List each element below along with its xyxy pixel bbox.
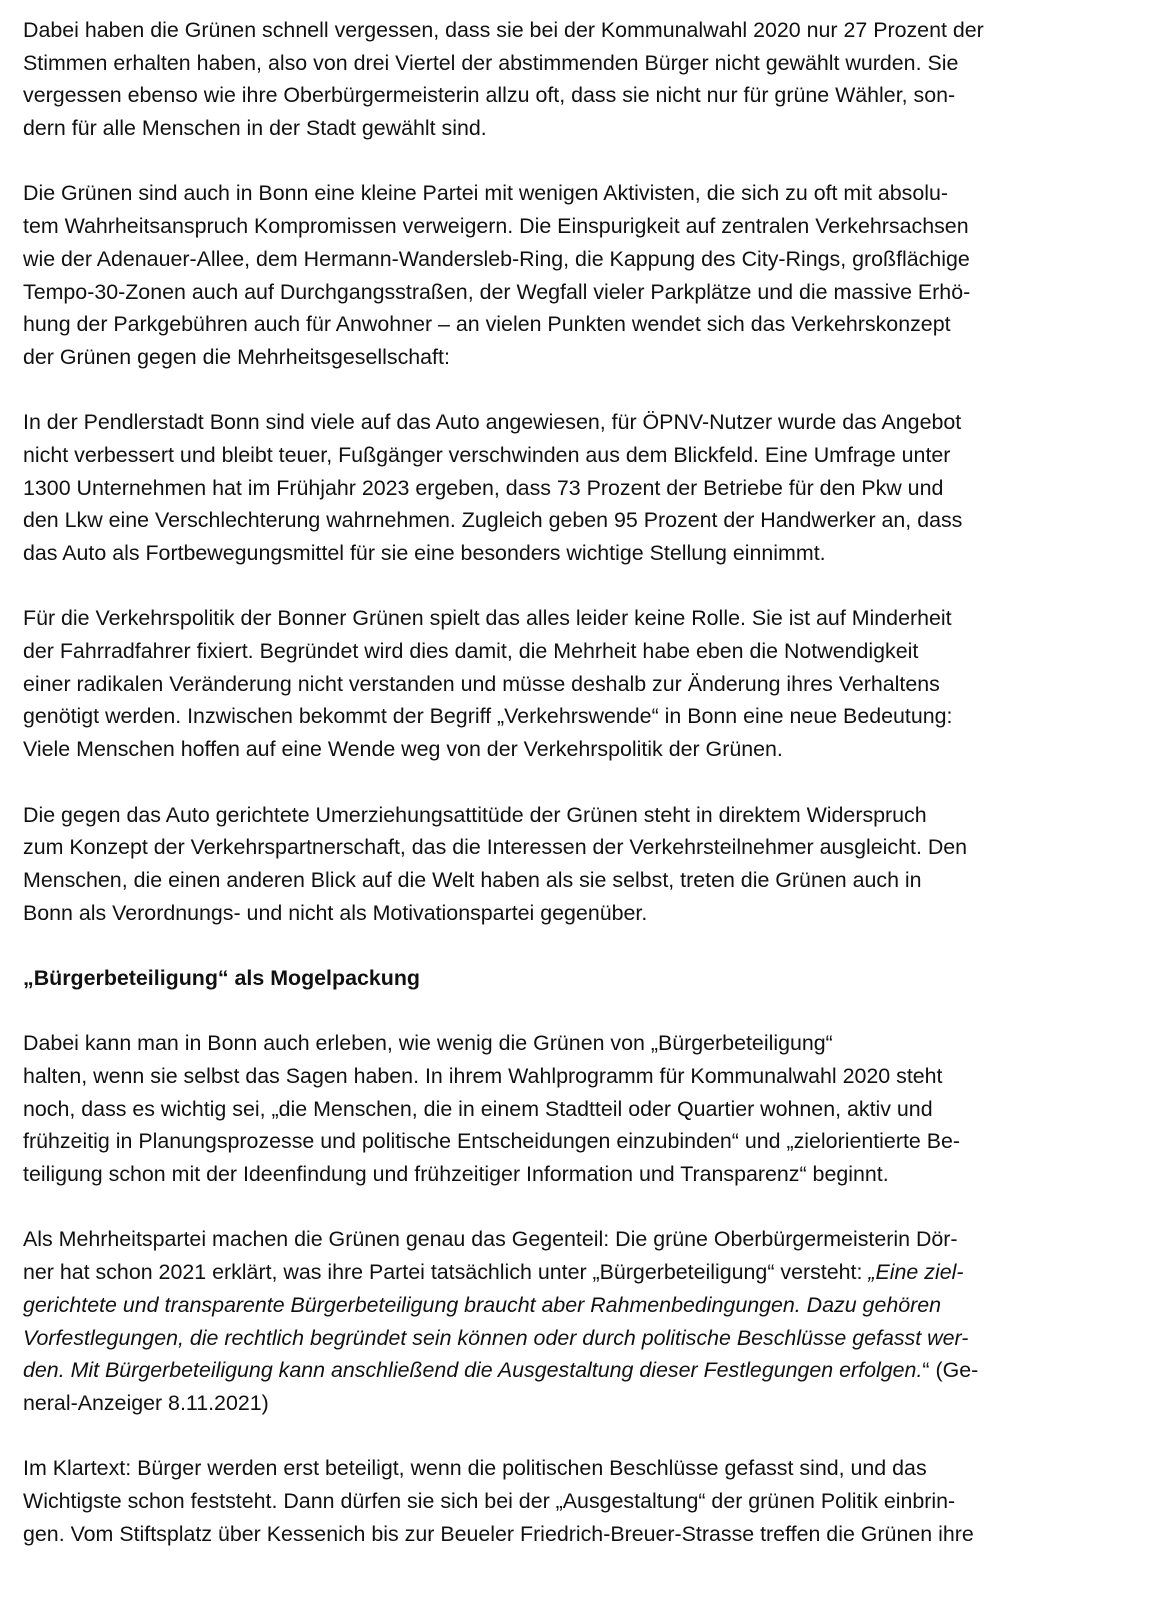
text-line: den Lkw eine Verschlechterung wahrnehmen. Zugleich geben 95 Prozent der Handwerker an, dass <box>23 508 963 533</box>
text-segment: “ (Ge- <box>922 1358 979 1383</box>
quote-text: gerichtete und transparente Bürgerbeteiligung braucht aber Rahmenbedingungen. Dazu gehören <box>23 1292 942 1317</box>
text-line: tem Wahrheitsanspruch Kompromissen verweigern. Die Einspurigkeit auf zentralen Verkehrsachsen <box>23 214 969 239</box>
text-line: Menschen, die einen anderen Blick auf die Welt haben als sie selbst, treten die Grünen auch in <box>23 867 922 892</box>
text-line: zum Konzept der Verkehrspartnerschaft, das die Interessen der Verkehrsteilnehmer ausgleicht. Den <box>23 835 968 860</box>
paragraph-4 <box>23 602 1114 765</box>
text-line: der Fahrradfahrer fixiert. Begründet wird dies damit, die Mehrheit habe eben die Notwendigkeit <box>23 639 919 664</box>
text-segment: ner hat schon 2021 erklärt, was ihre Partei tatsächlich unter „Bürgerbeteiligung“ versteht: <box>23 1260 869 1285</box>
text-line: hung der Parkgebühren auch für Anwohner – an vielen Punkten wendet sich das Verkehrskonzept <box>23 312 951 337</box>
text-line: 1300 Unternehmen hat im Frühjahr 2023 ergeben, dass 73 Prozent der Betriebe für den Pkw und <box>23 475 944 500</box>
paragraph-5 <box>23 799 1114 930</box>
paragraph-8 <box>23 1452 1114 1550</box>
paragraph-1 <box>23 14 1114 145</box>
text-line: genötigt werden. Inzwischen bekommt der Begriff „Verkehrswende“ in Bonn eine neue Bedeutung: <box>23 704 953 729</box>
text-line: Die gegen das Auto gerichtete Umerziehungsattitüde der Grünen steht in direktem Widerspruch <box>23 802 927 827</box>
quote-text: „Eine ziel- <box>868 1260 964 1285</box>
text-line: Dabei kann man in Bonn auch erleben, wie wenig die Grünen von „Bürgerbeteiligung“ <box>23 1031 833 1056</box>
quote-text: Vorfestlegungen, die rechtlich begründet sein können oder durch politische Beschlüsse gefasst wer- <box>23 1325 969 1350</box>
text-line: das Auto als Fortbewegungsmittel für sie eine besonders wichtige Stellung einnimmt. <box>23 541 826 565</box>
text-line: Im Klartext: Bürger werden erst beteiligt, wenn die politischen Beschlüsse gefasst sind, und das <box>23 1456 927 1481</box>
text-line: Dabei haben die Grünen schnell vergessen, dass sie bei der Kommunalwahl 2020 nur 27 Prozent der <box>23 18 984 42</box>
text-line: noch, dass es wichtig sei, „die Menschen, die in einem Stadtteil oder Quartier wohnen, aktiv und <box>23 1096 933 1121</box>
text-line: Als Mehrheitspartei machen die Grünen genau das Gegenteil: Die grüne Oberbürgermeisterin Dör- <box>23 1227 958 1252</box>
text-line: frühzeitig in Planungsprozesse und politische Entscheidungen einzubinden“ und „zielorientierte Be- <box>23 1129 961 1154</box>
text-line: gen. Vom Stiftsplatz über Kessenich bis zur Beueler Friedrich-Breuer-Strasse treffen die Grünen ihre <box>23 1521 974 1546</box>
text-line: nicht verbessert und bleibt teuer, Fußgänger verschwinden aus dem Blickfeld. Eine Umfrage unter <box>23 442 951 467</box>
text-line: Bonn als Verordnungs- und nicht als Motivationspartei gegenüber. <box>23 900 648 925</box>
paragraph-quote <box>23 1223 1114 1419</box>
text-line: Wichtigste schon feststeht. Dann dürfen sie sich bei der „Ausgestaltung“ der grünen Politik einbrin- <box>23 1488 956 1513</box>
section-heading-text: „Bürgerbeteiligung“ als Mogelpackung <box>23 965 420 990</box>
section-heading <box>23 962 1114 995</box>
text-line: teiligung schon mit der Ideenfindung und frühzeitiger Information und Transparenz“ beginnt. <box>23 1162 889 1187</box>
text-line: einer radikalen Veränderung nicht verstanden und müsse deshalb zur Änderung ihres Verhaltens <box>23 671 940 696</box>
text-line: der Grünen gegen die Mehrheitsgesellschaft: <box>23 344 450 369</box>
text-line <box>23 1256 1114 1289</box>
text-line <box>23 1354 1114 1387</box>
paragraph-2 <box>23 177 1114 373</box>
text-line: Viele Menschen hoffen auf eine Wende weg von der Verkehrspolitik der Grünen. <box>23 737 783 762</box>
text-line: neral-Anzeiger 8.11.2021) <box>23 1390 269 1415</box>
text-line: Die Grünen sind auch in Bonn eine kleine Partei mit wenigen Aktivisten, die sich zu oft mit absolu- <box>23 181 949 206</box>
text-line: Stimmen erhalten haben, also von drei Viertel der abstimmenden Bürger nicht gewählt wurden. Sie <box>23 50 959 75</box>
text-line: vergessen ebenso wie ihre Oberbürgermeisterin allzu oft, dass sie nicht nur für grüne Wähler, son- <box>23 83 956 108</box>
text-line: Für die Verkehrspolitik der Bonner Grünen spielt das alles leider keine Rolle. Sie ist auf Minderheit <box>23 606 952 631</box>
quote-text: den. Mit Bürgerbeteiligung kann anschließend die Ausgestaltung dieser Festlegungen erfolgen. <box>23 1358 923 1383</box>
text-line: Tempo-30-Zonen auch auf Durchgangsstraßen, der Wegfall vieler Parkplätze und die massive Erhö- <box>23 279 971 304</box>
text-line: wie der Adenauer-Allee, dem Hermann-Wandersleb-Ring, die Kappung des City-Rings, großflächige <box>23 246 970 271</box>
text-line: In der Pendlerstadt Bonn sind viele auf das Auto angewiesen, für ÖPNV-Nutzer wurde das Angebot <box>23 410 962 435</box>
text-line: halten, wenn sie selbst das Sagen haben. In ihrem Wahlprogramm für Kommunalwahl 2020 steht <box>23 1064 943 1088</box>
paragraph-3 <box>23 406 1114 569</box>
text-line: dern für alle Menschen in der Stadt gewählt sind. <box>23 116 487 141</box>
paragraph-6 <box>23 1027 1114 1190</box>
